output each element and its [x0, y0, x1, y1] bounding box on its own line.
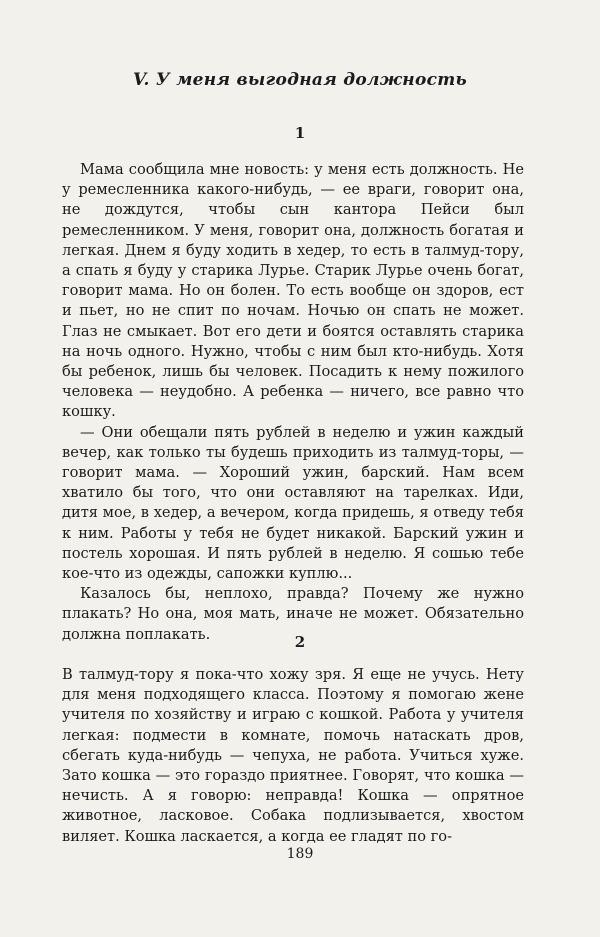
paragraph: — Они обещали пять рублей в неделю и ужин каждый вечер, как только ты будешь приходить из талмуд-торы, — говорит мама. — Хороший ужин, барский. Нам всем хватило бы того, что они оставляют на тарелках. Иди, дитя мое, в хедер, а вечером, когда придешь, я отведу тебя к ним. Работы у тебя не будет никакой. Барский ужин и постель хорошая. И пять рублей в неделю. Я сошью тебе кое-что из одежды, сапожки куплю... [62, 423, 524, 583]
paragraph: В талмуд-тору я пока-что хожу зря. Я еще не учусь. Нету для меня подходящего класса. Поэтому я помогаю жене учителя по хозяйству и играю с кошкой. Работа у учителя легкая: подмести в комнате, помочь натаскать дров, сбегать куда-нибудь — чепуха, не работа. Учиться хуже. Зато кошка — это гораздо приятнее. Говорят, что кошка — нечисть. А я говорю: неправда! Кошка — опрятное животное, ласковое. Собака подлизывается, хвостом виляет. Кошка ласкается, а когда ее гладят по го- [62, 666, 524, 845]
section-number: 1 [294, 124, 306, 142]
page-number: 189 [286, 846, 314, 862]
section-text [62, 160, 524, 645]
section-text [62, 665, 524, 847]
section-number: 2 [294, 633, 306, 651]
chapter-title: V. У меня выгодная должность [132, 70, 468, 90]
paragraph: Мама сообщила мне новость: у меня есть должность. Не у ремесленника какого-нибудь, — ее враги, говорит она, не дождутся, чтобы сын кантора Пейси был ремесленником. У меня, говорит она, должность богатая и легкая. Днем я буду ходить в хедер, то есть в талмуд-тору, а спать я буду у старика Лурье. Старик Лурье очень богат, говорит мама. Но он болен. То есть вообще он здоров, ест и пьет, но не спит по ночам. Ночью он спать не может. Глаз не смыкает. Вот его дети и боятся оставлять старика на ночь одного. Нужно, чтобы с ним был кто-нибудь. Хотя бы ребенок, лишь бы человек. Посадить к нему пожилого человека — неудобно. А ребенка — ничего, все равно что кошку. [62, 161, 524, 421]
paragraph: Казалось бы, неплохо, правда? Почему же нужно плакать? Но она, моя мать, иначе не может. Обязательно должна поплакать. [62, 585, 524, 643]
